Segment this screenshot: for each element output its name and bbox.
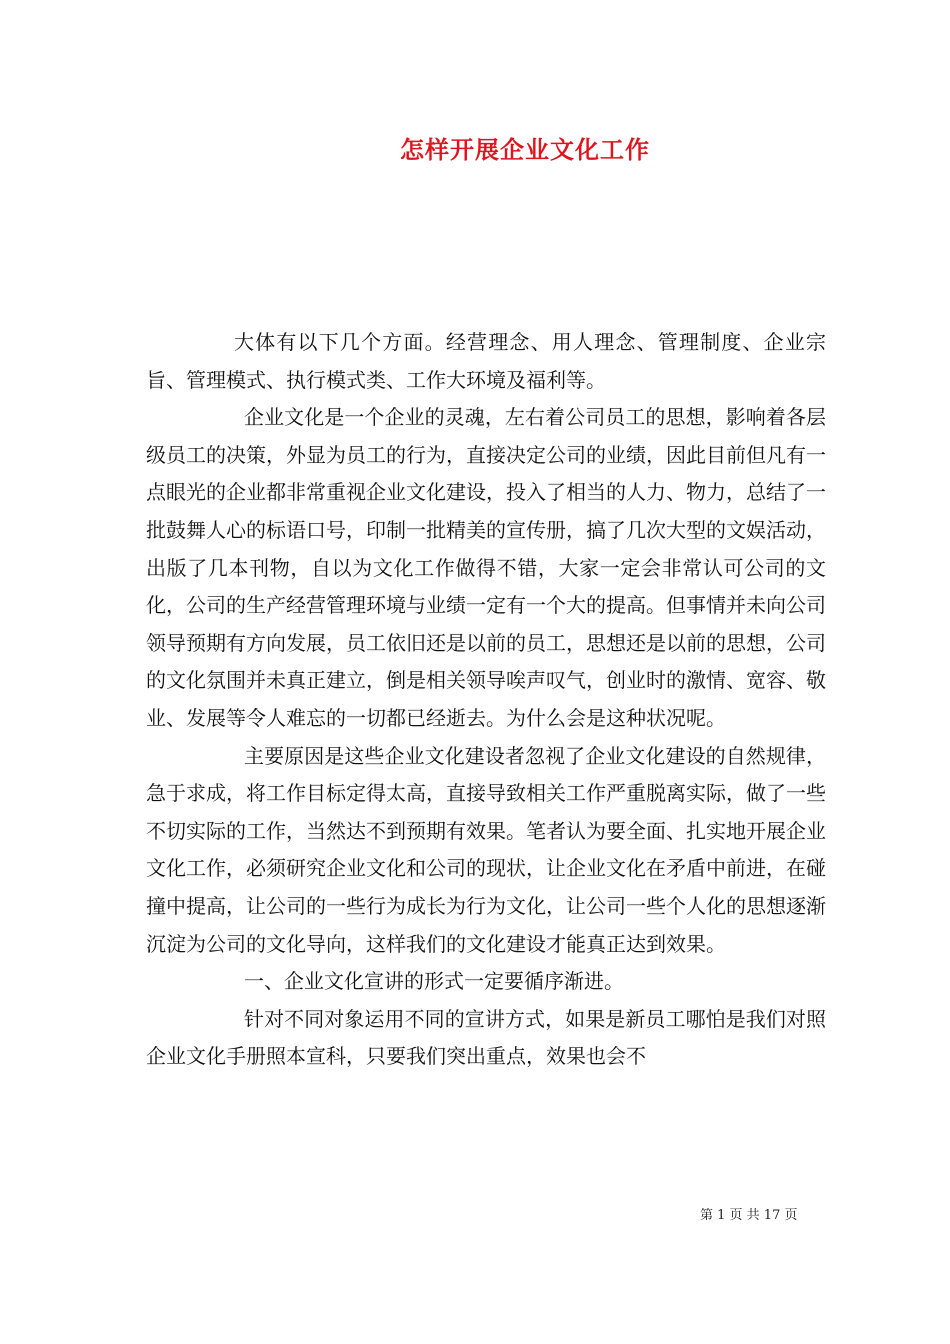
paragraph-2: 企业文化是一个企业的灵魂，左右着公司员工的思想，影响着各层级员工的决策，外显为员工的行为，直接决定公司的业绩，因此目前但凡有一点眼光的企业都非常重视企业文化建设，投入了相当的人力、物力，总结了一批鼓舞人心的标语口号，印制一批精美的宣传册，搞了几次大型的文娱活动，出版了几本刊物，自以为文化工作做得不错，大家一定会非常认可公司的文化，公司的生产经营管理环境与业绩一定有一个大的提高。但事情并未向公司领导预期有方向发展，员工依旧还是以前的员工，思想还是以前的思想，公司的文化氛围并未真正建立，倒是相关领导唉声叹气，创业时的激情、宽容、敬业、发展等令人难忘的一切都已经逝去。为什么会是这种状况呢。 — [146, 405, 826, 730]
paragraph-3: 主要原因是这些企业文化建设者忽视了企业文化建设的自然规律，急于求成，将工作目标定得太高，直接导致相关工作严重脱离实际，做了一些不切实际的工作，当然达不到预期有效果。笔者认为要全面、扎实地开展企业文化工作，必须研究企业文化和公司的现状，让企业文化在矛盾中前进，在碰撞中提高，让公司的一些行为成长为行为文化，让公司一些个人化的思想逐渐沉淀为公司的文化导向，这样我们的文化建设才能真正达到效果。 — [146, 743, 826, 956]
page-number: 第 1 页 共 17 页 — [700, 1208, 798, 1223]
section-heading-1: 一、企业文化宣讲的形式一定要循序渐进。 — [244, 969, 624, 994]
document-title: 怎样开展企业文化工作 — [400, 135, 650, 164]
document-body — [146, 324, 826, 1076]
paragraph-4: 针对不同对象运用不同的宣讲方式，如果是新员工哪怕是我们对照企业文化手册照本宣科，只要我们突出重点，效果也会不 — [146, 1006, 826, 1069]
paragraph-1: 大体有以下几个方面。经营理念、用人理念、管理制度、企业宗旨、管理模式、执行模式类、工作大环境及福利等。 — [146, 330, 826, 392]
